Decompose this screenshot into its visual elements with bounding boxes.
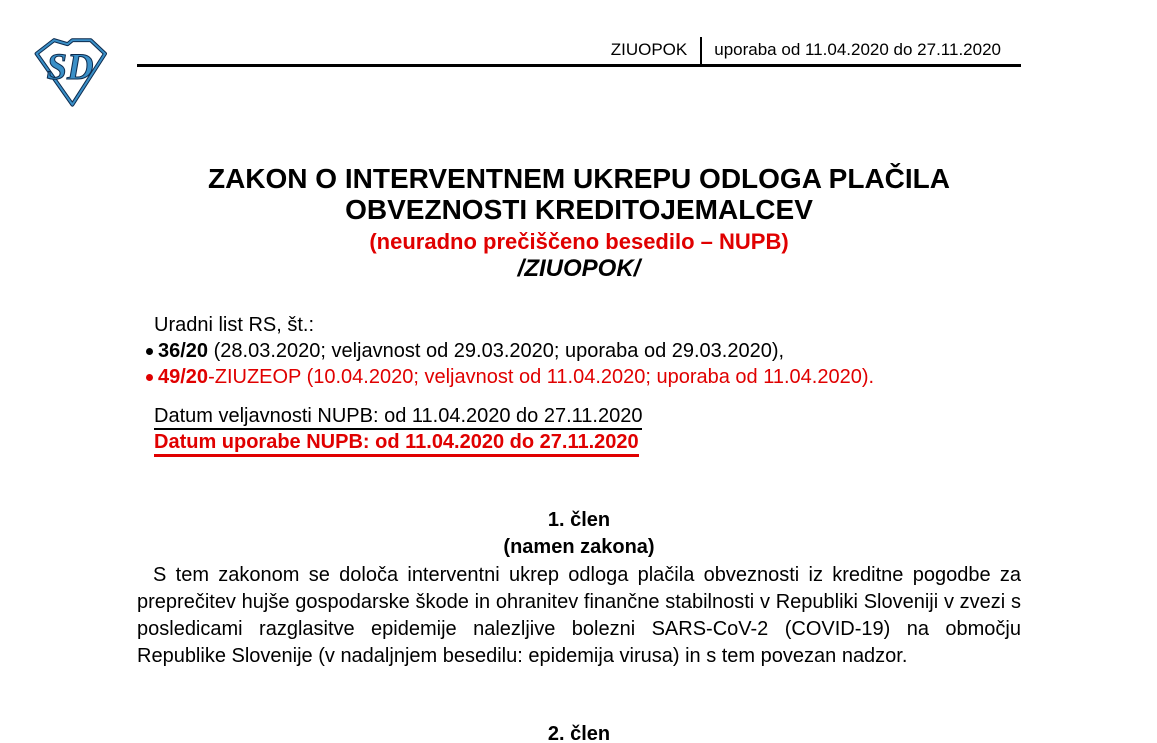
sd-shield-icon	[29, 37, 111, 107]
gazette-entry-1	[146, 338, 874, 364]
page-header	[137, 36, 1021, 67]
gazette-entry-text	[158, 338, 784, 364]
header-divider	[700, 37, 702, 64]
official-gazette-block	[154, 312, 874, 390]
gazette-details: (28.03.2020; veljavnost od 29.03.2020; uporaba od 29.03.2020),	[208, 340, 785, 362]
title-block	[137, 163, 1021, 283]
article-1-body: S tem zakonom se določa interventni ukrep odloga plačila obveznosti iz kreditne pogodbe za preprečitev hujše gospodarske škode in ohranitev finančne stabilnosti v Republiki Sloveniji v zvezi s posledicami razglasitve epidemije nalezljive bolezni SARS-CoV-2 (COVID-19) na območju Republike Slovenije (v nadaljnjem besedilu: epidemija virusa) in s tem povezan nadzor.	[137, 564, 1021, 667]
gazette-number: 36/20	[158, 340, 209, 362]
article-1-heading	[137, 507, 1021, 561]
gazette-entry-2	[146, 364, 874, 390]
gazette-heading: Uradni list RS, št.:	[154, 314, 315, 336]
header-law-code: ZIUOPOK	[610, 40, 688, 59]
law-title-line-2: OBVEZNOSTI KREDITOJEMALCEV	[345, 194, 813, 225]
article-2-number: 2. člen	[547, 723, 611, 743]
article-1-number: 1. člen	[547, 509, 611, 531]
bullet-icon	[146, 348, 153, 355]
validity-date-text: Datum veljavnosti NUPB: od 11.04.2020 do 27.11.2020	[154, 405, 642, 430]
article-1-title: (namen zakona)	[503, 536, 655, 558]
gazette-number: 49/20	[158, 366, 209, 388]
validity-block	[154, 403, 642, 455]
unofficial-consolidated-text-note: (neuradno prečiščeno besedilo – NUPB)	[369, 229, 789, 254]
law-abbreviation: /ZIUOPOK/	[517, 255, 641, 282]
article-2-heading	[137, 721, 1021, 743]
header-usage-dates: uporaba od 11.04.2020 do 27.11.2020	[714, 40, 1001, 59]
usage-date-text: Datum uporabe NUPB: od 11.04.2020 do 27.11.2020	[154, 431, 639, 457]
gazette-entry-text	[158, 364, 874, 390]
logo-letters: SD	[46, 46, 94, 88]
usage-date-line	[154, 429, 642, 455]
gazette-details: -ZIUZEOP (10.04.2020; veljavnost od 11.04.2020; uporaba od 11.04.2020).	[208, 366, 875, 388]
law-title-line-1: ZAKON O INTERVENTNEM UKREPU ODLOGA PLAČILA	[207, 163, 950, 194]
publisher-logo	[29, 37, 111, 107]
bullet-icon	[146, 374, 153, 381]
validity-date-line	[154, 403, 642, 429]
